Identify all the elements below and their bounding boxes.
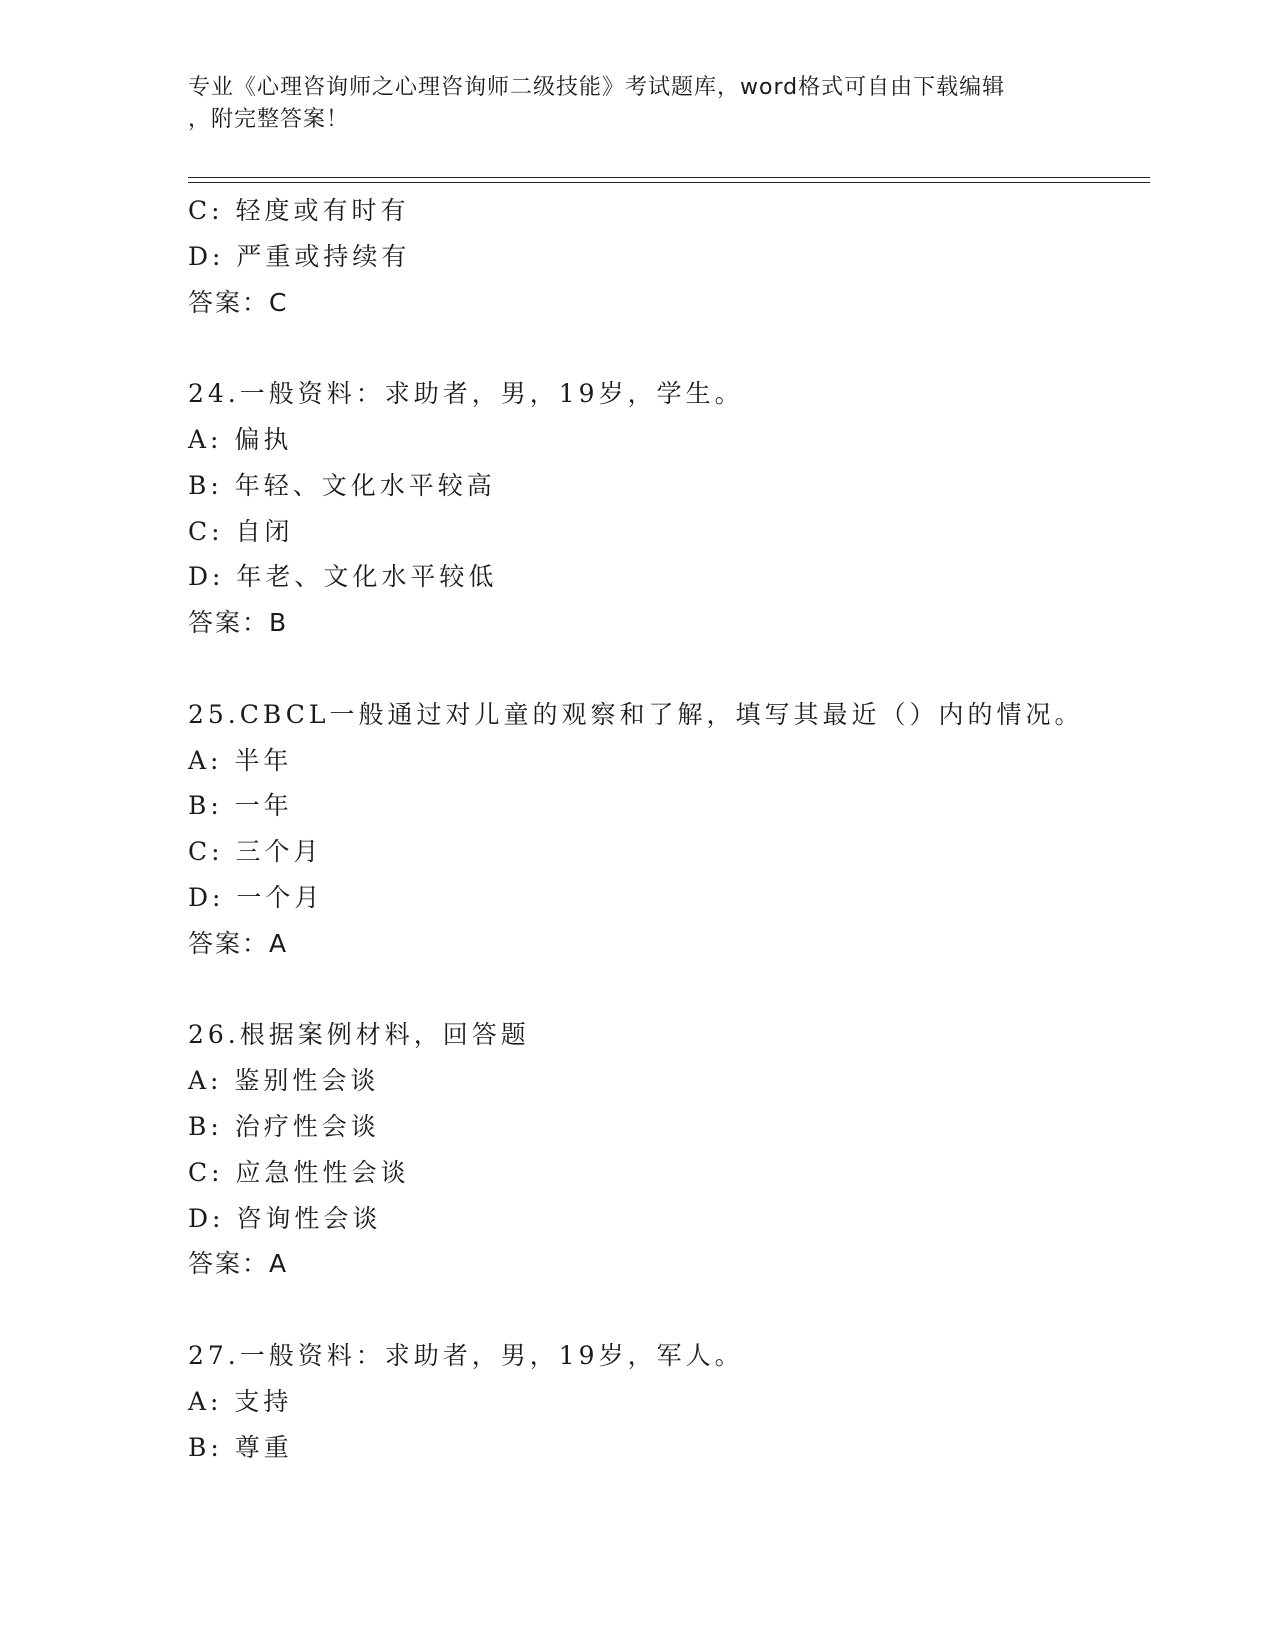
question-25-option-c: C: 三个月	[188, 837, 323, 867]
header-divider-bottom	[188, 182, 1150, 183]
header-title-line-1: 专业《心理咨询师之心理咨询师二级技能》考试题库，word格式可自由下载编辑	[188, 75, 1006, 100]
spacer	[188, 646, 1148, 692]
document-header	[188, 72, 1088, 136]
question-26-option-d: D: 咨询性会谈	[188, 1203, 382, 1233]
question-24-option-b: B: 年轻、文化水平较高	[188, 470, 496, 500]
question-25-text: 25.CBCL一般通过对儿童的观察和了解，填写其最近（）内的情况。	[188, 699, 1084, 729]
question-23-block	[188, 188, 1148, 325]
question-24-option-a: A: 偏执	[188, 424, 293, 454]
question-25-option-a: A: 半年	[188, 745, 293, 775]
spacer	[188, 325, 1148, 371]
spacer	[188, 967, 1148, 1013]
question-27-text: 27.一般资料：求助者，男，19岁，军人。	[188, 1340, 744, 1370]
question-24-answer: 答案：B	[188, 608, 289, 638]
header-divider-top	[188, 177, 1150, 178]
question-24-option-d: D: 年老、文化水平较低	[188, 562, 498, 592]
question-24-block	[188, 371, 1148, 646]
question-25-answer: 答案：A	[188, 928, 289, 958]
question-23-option-d: D: 严重或持续有	[188, 241, 411, 271]
question-27-block	[188, 1333, 1148, 1470]
question-27-option-a: A: 支持	[188, 1386, 293, 1416]
question-25-option-b: B: 一年	[188, 791, 293, 821]
question-24-option-c: C: 自闭	[188, 516, 294, 546]
question-24-text: 24.一般资料：求助者，男，19岁，学生。	[188, 379, 744, 409]
question-25-option-d: D: 一个月	[188, 882, 324, 912]
question-26-answer: 答案：A	[188, 1249, 289, 1279]
question-25-block	[188, 692, 1148, 967]
question-23-option-c: C: 轻度或有时有	[188, 196, 410, 225]
question-26-text: 26.根据案例材料，回答题	[188, 1020, 530, 1050]
question-26-option-b: B: 治疗性会谈	[188, 1111, 380, 1141]
question-26-option-a: A: 鉴别性会谈	[188, 1066, 380, 1096]
question-26-block	[188, 1012, 1148, 1287]
question-23-answer: 答案：C	[188, 287, 289, 317]
question-list	[188, 188, 1148, 1470]
question-26-option-c: C: 应急性性会谈	[188, 1157, 410, 1187]
header-title-line-2: ，附完整答案！	[188, 107, 350, 132]
question-27-option-b: B: 尊重	[188, 1432, 293, 1462]
spacer	[188, 1287, 1148, 1333]
